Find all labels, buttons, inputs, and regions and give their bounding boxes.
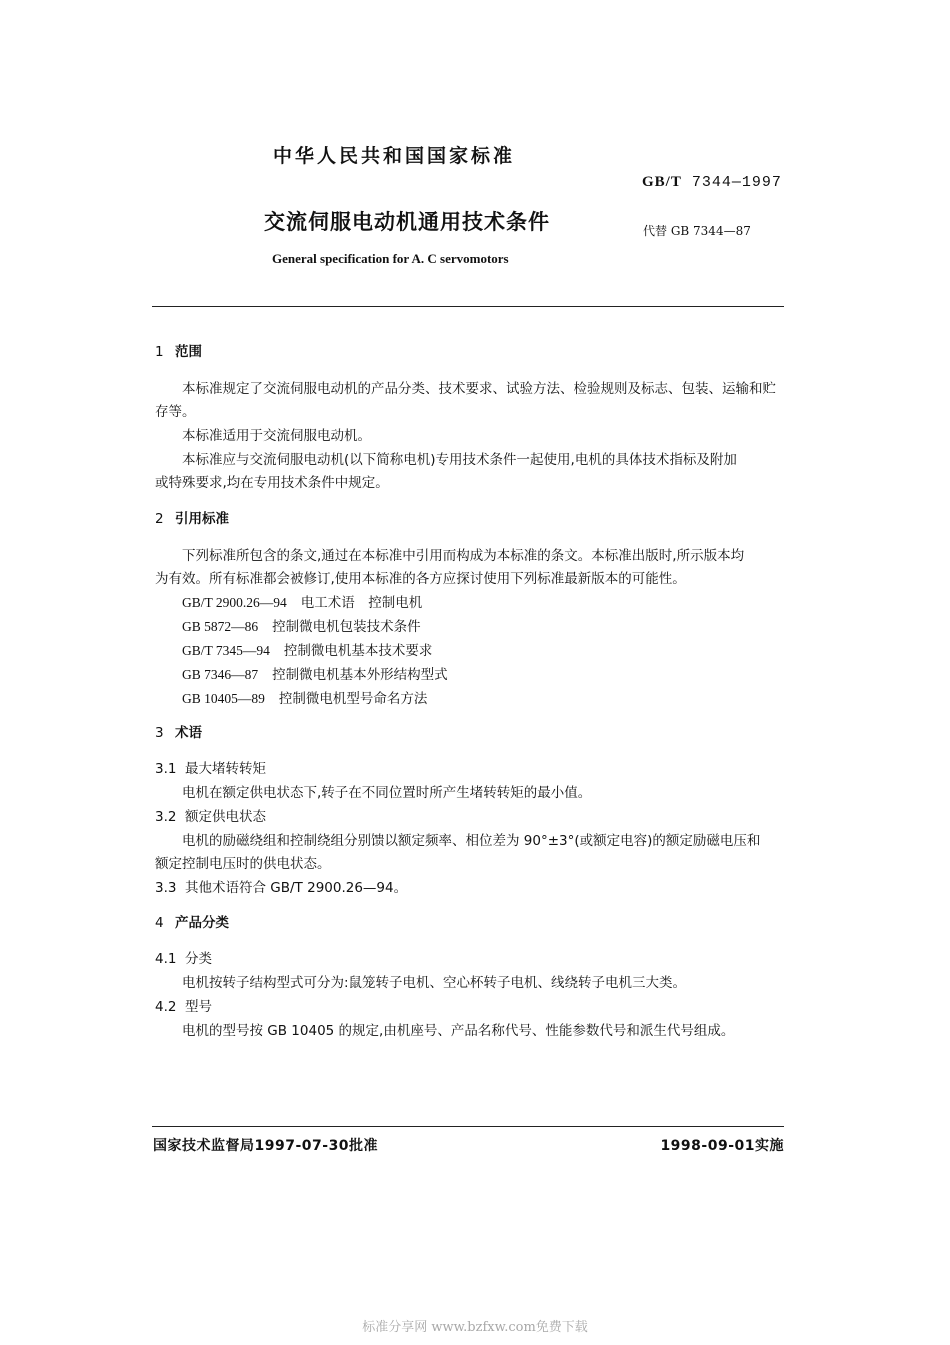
reference-name: 电工术语 控制电机 (300, 595, 423, 611)
section-title: 范围 (175, 344, 202, 360)
subsection-3-3 (155, 876, 407, 896)
subsection-title: 额定供电状态 (185, 809, 266, 825)
paragraph-line: 额定控制电压时的供电状态。 (155, 856, 331, 872)
section-title: 引用标准 (175, 511, 229, 527)
section-number: 2 (155, 511, 164, 527)
reference-name: 控制微电机基本技术要求 (283, 643, 433, 659)
paragraph-line: 为有效。所有标准都会被修订,使用本标准的各方应探讨使用下列标准最新版本的可能性。 (155, 571, 686, 587)
section-number: 1 (155, 344, 164, 360)
subsection-number: 3.3 (155, 880, 177, 896)
paragraph-line: 存等。 (155, 404, 196, 420)
subsection-title: 最大堵转转矩 (185, 761, 266, 777)
paragraph-line: 本标准规定了交流伺服电动机的产品分类、技术要求、试验方法、检验规则及标志、包装、运输和贮 (182, 381, 776, 397)
footer-divider (152, 1126, 784, 1127)
subsection-title: 分类 (185, 951, 212, 967)
reference-item (182, 663, 448, 683)
subsection-text: 其他术语符合 GB/T 2900.26—94。 (185, 880, 408, 896)
subsection-number: 4.2 (155, 999, 177, 1015)
subsection-number: 4.1 (155, 951, 177, 967)
paragraph-line: 下列标准所包含的条文,通过在本标准中引用而构成为本标准的条文。本标准出版时,所示版本均 (182, 548, 745, 564)
header-divider (152, 306, 784, 307)
section-3-heading (155, 721, 202, 741)
effective-date: 1998-09-01实施 (660, 1138, 784, 1154)
section-2-heading (155, 507, 229, 527)
watermark: 标准分享网 www.bzfxw.com免费下载 (362, 1320, 588, 1335)
subsection-title: 型号 (185, 999, 212, 1015)
subsection-4-2-heading (155, 995, 212, 1015)
reference-item (182, 687, 427, 707)
paragraph-line: 或特殊要求,均在专用技术条件中规定。 (155, 475, 389, 491)
reference-name: 控制微电机型号命名方法 (278, 691, 428, 707)
reference-code: GB/T 2900.26—94 (182, 595, 287, 610)
reference-item (182, 639, 432, 659)
paragraph-line: 电机在额定供电状态下,转子在不同位置时所产生堵转转矩的最小值。 (182, 785, 592, 801)
section-title: 术语 (175, 725, 202, 741)
section-title: 产品分类 (175, 915, 229, 931)
reference-code: GB/T 7345—94 (182, 643, 270, 658)
paragraph-line: 电机按转子结构型式可分为:鼠笼转子电机、空心杯转子电机、线绕转子电机三大类。 (182, 975, 687, 991)
section-number: 4 (155, 915, 164, 931)
section-number: 3 (155, 725, 164, 741)
section-1-heading (155, 340, 202, 360)
issue-date: 国家技术监督局1997-07-30批准 (153, 1138, 379, 1154)
subsection-number: 3.1 (155, 761, 177, 777)
reference-name: 控制微电机包装技术条件 (272, 619, 421, 635)
subsection-4-1-heading (155, 947, 212, 967)
subsection-3-1-heading (155, 757, 266, 777)
subsection-number: 3.2 (155, 809, 177, 825)
replaces-note: 代替 GB 7344—87 (643, 224, 751, 238)
paragraph-line: 电机的型号按 GB 10405 的规定,由机座号、产品名称代号、性能参数代号和派生代号组成。 (182, 1023, 735, 1039)
reference-code: GB 7346—87 (182, 667, 259, 682)
reference-code: GB 5872—86 (182, 619, 259, 634)
paragraph-line: 电机的励磁绕组和控制绕组分别馈以额定频率、相位差为 90°±3°(或额定电容)的额定励磁电压和 (182, 833, 761, 849)
standard-code-prefix: GB/T (642, 174, 682, 190)
reference-code: GB 10405—89 (182, 691, 265, 706)
reference-item (182, 591, 422, 611)
paragraph-line: 本标准适用于交流伺服电动机。 (182, 428, 371, 444)
paragraph-line: 本标准应与交流伺服电动机(以下简称电机)专用技术条件一起使用,电机的具体技术指标及附加 (182, 452, 737, 468)
standard-number (642, 174, 782, 191)
standard-code: 7344—1997 (691, 174, 782, 191)
reference-name: 控制微电机基本外形结构型式 (272, 667, 448, 683)
reference-item (182, 615, 421, 635)
section-4-heading (155, 911, 229, 931)
subsection-3-2-heading (155, 805, 266, 825)
document-title-en: General specification for A. C servomotors (272, 251, 509, 266)
national-standard-heading: 中华人民共和国国家标准 (273, 145, 516, 167)
document-title-zh: 交流伺服电动机通用技术条件 (264, 210, 550, 234)
